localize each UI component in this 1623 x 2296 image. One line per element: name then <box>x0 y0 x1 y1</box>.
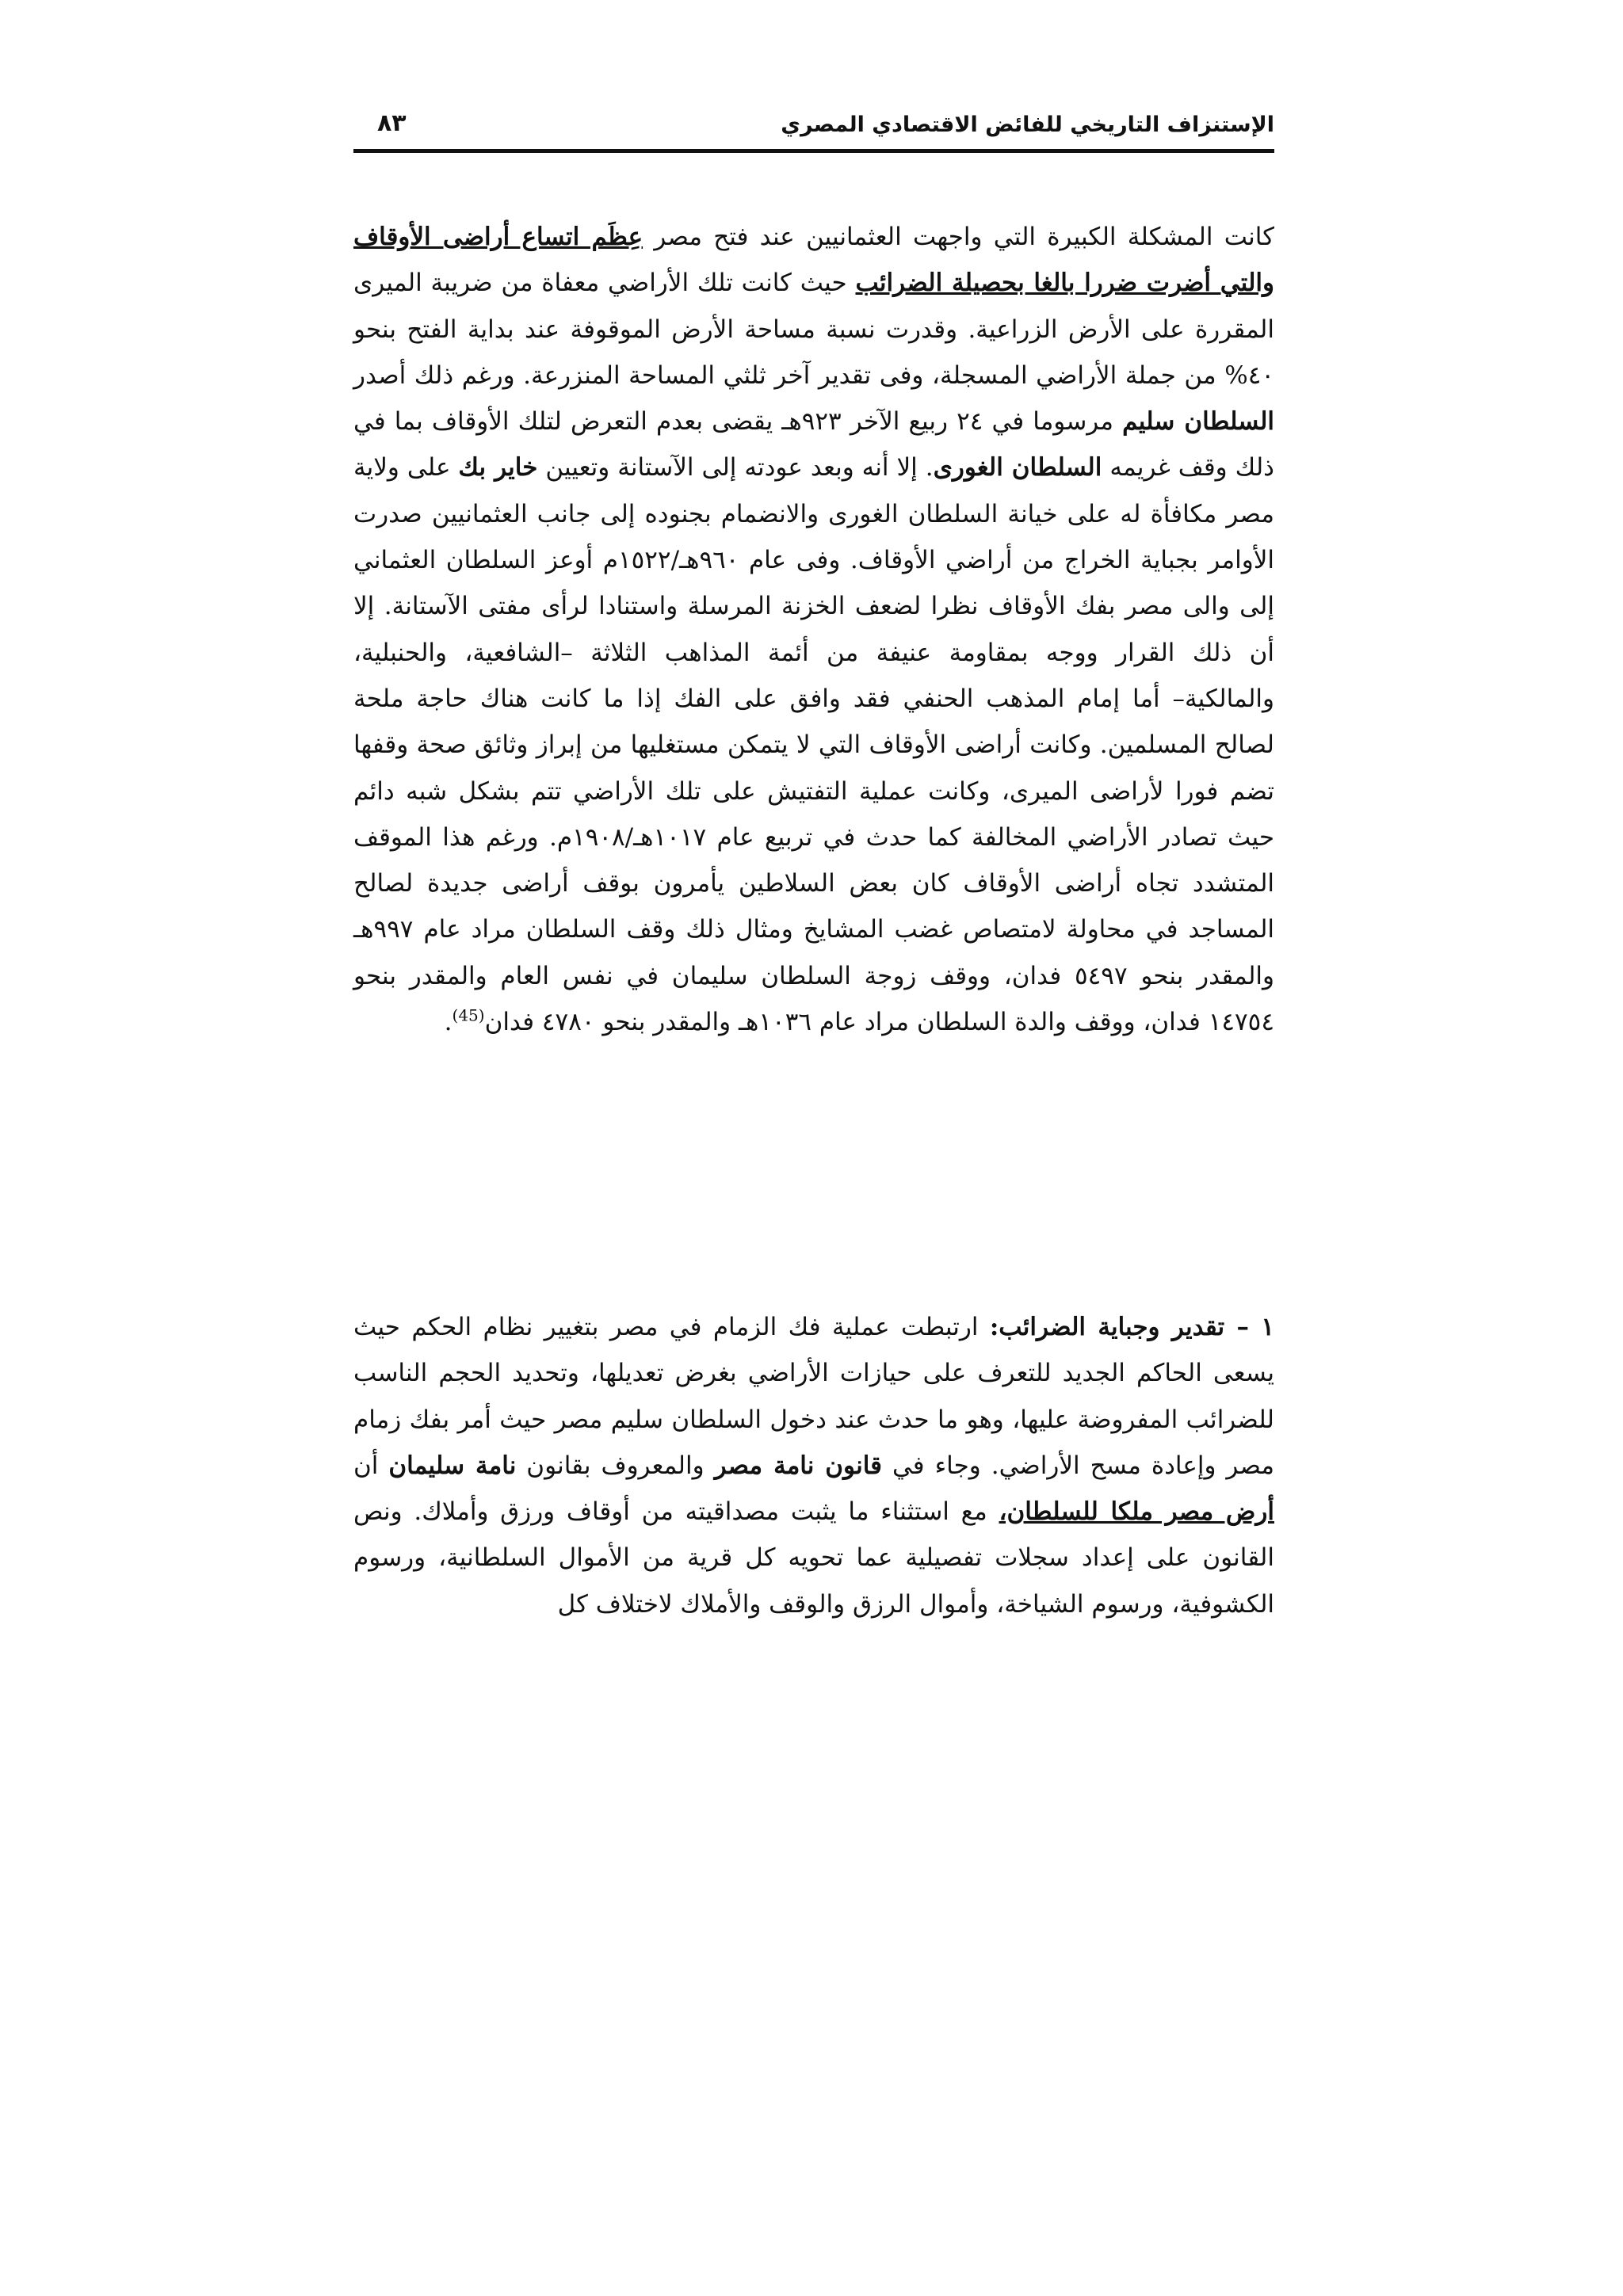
p1-text-6: . <box>444 1008 453 1037</box>
running-header <box>353 101 1274 149</box>
p1-emphasis-sultan-selim: السلطان سليم <box>1122 407 1275 437</box>
p1-emphasis-khayer-bek: خاير بك <box>458 453 538 482</box>
section-heading-taxes: ١ – تقدير وجباية الضرائب: <box>989 1313 1274 1341</box>
paragraph-tax-assessment <box>353 1304 1274 1627</box>
p1-emphasis-sultan-ghuri: السلطان الغورى <box>933 453 1102 482</box>
paragraph-1-text <box>353 214 1274 1045</box>
p1-emphasis-waqf: عِظَم اتساع أراضى الأوقاف والتي أضرت ضررا بالغا بحصيلة الضرائب <box>353 223 1274 298</box>
p2-text-2: والمعروف بقانون <box>516 1451 715 1480</box>
paragraph-waqf-lands <box>353 214 1274 1045</box>
paragraph-2-text <box>353 1304 1274 1627</box>
footnote-reference: (45) <box>452 1005 485 1025</box>
p2-text-4: مع استثناء ما يثبت مصداقيته من أوقاف ورزق وأملاك. ونص القانون على إعداد سجلات تفصيلية عما تحويه كل قرية من الأموال السلطانية، ورسوم الكشوفية، ورسوم الشياخة، وأموال الرزق والوقف والأملاك لاختلاف كل <box>353 1497 1274 1619</box>
p2-emphasis-land-of-sultan: أرض مصر ملكا للسلطان، <box>999 1497 1274 1527</box>
p2-text-3: أن <box>353 1451 389 1480</box>
p1-text-2: حيث كانت تلك الأراضي معفاة من ضريبة الميرى المقررة على الأرض الزراعية. وقدرت نسبة مساحة الأرض الموقوفة عند بداية الفتح بنحو ٤٠% من جملة الأراضي المسجلة، وفى تقدير آخر ثلثي المساحة المنزرعة. ورغم ذلك أصدر <box>353 269 1274 390</box>
header-divider <box>353 149 1274 153</box>
p1-text-1: كانت المشكلة الكبيرة التي واجهت العثمانيين عند فتح مصر <box>643 223 1274 251</box>
p1-text-5: على ولاية مصر مكافأة له على خيانة السلطان الغورى والانضمام بجنوده إلى جانب العثمانيين صدرت الأوامر بجباية الخراج من أراضي الأوقاف. وفى عام ٩٦٠هـ/١٥٢٢م أوعز السلطان العثماني إلى والى مصر بفك الأوقاف نظرا لضعف الخزنة المرسلة واستنادا لرأى مفتى الآستانة. إلا أن ذلك القرار ووجه بمقاومة عنيفة من أئمة المذاهب الثلاثة –الشافعية، والحنبلية، والمالكية– أما إمام المذهب الحنفي فقد وافق على الفك إذا ما كانت هناك حاجة ملحة لصالح المسلمين. وكانت أراضى الأوقاف التي لا يتمكن مستغليها من إبراز وثائق صحة وقفها تضم فورا لأراضى الميرى، وكانت عملية التفتيش على تلك الأراضي تتم بشكل شبه دائم حيث تصادر الأراضي المخالفة كما حدث في تربيع عام ١٠١٧هـ/١٩٠٨م. ورغم هذا الموقف المتشدد تجاه أراضى الأوقاف كان بعض السلاطين يأمرون بوقف أراضى جديدة لصالح المساجد في محاولة لامتصاص غضب المشايخ ومثال ذلك وقف السلطان مراد عام ٩٩٧هـ والمقدر بنحو ٥٤٩٧ فدان، ووقف زوجة السلطان سليمان في نفس العام والمقدر بنحو ١٤٧٥٤ فدان، ووقف والدة السلطان مراد عام ١٠٣٦هـ والمقدر بنحو ٤٧٨٠ فدان <box>353 453 1275 1037</box>
p1-text-3: مرسوما في ٢٤ ربيع الآخر ٩٢٣هـ يقضى بعدم التعرض لتلك الأوقاف بما في ذلك وقف غريمه <box>353 407 1274 482</box>
p1-text-4: . إلا أنه وبعد عودته إلى الآستانة وتعيين <box>537 453 934 482</box>
p2-emphasis-nama-suleiman: نامة سليمان <box>388 1451 517 1480</box>
header-title: الإستنزاف التاريخي للفائض الاقتصادي المصري <box>781 113 1274 137</box>
page-number: ٨٣ <box>377 109 407 137</box>
p2-emphasis-qanun-nama-misr: قانون نامة مصر <box>714 1451 882 1480</box>
p2-text-1: ارتبطت عملية فك الزمام في مصر بتغيير نظام الحكم حيث يسعى الحاكم الجديد للتعرف على حيازات الأراضي بغرض تعديلها، وتحديد الحجم الناسب للضرائب المفروضة عليها، وهو ما حدث عند دخول السلطان سليم مصر حيث أمر بفك زمام مصر وإعادة مسح الأراضي. وجاء في <box>353 1313 1275 1480</box>
